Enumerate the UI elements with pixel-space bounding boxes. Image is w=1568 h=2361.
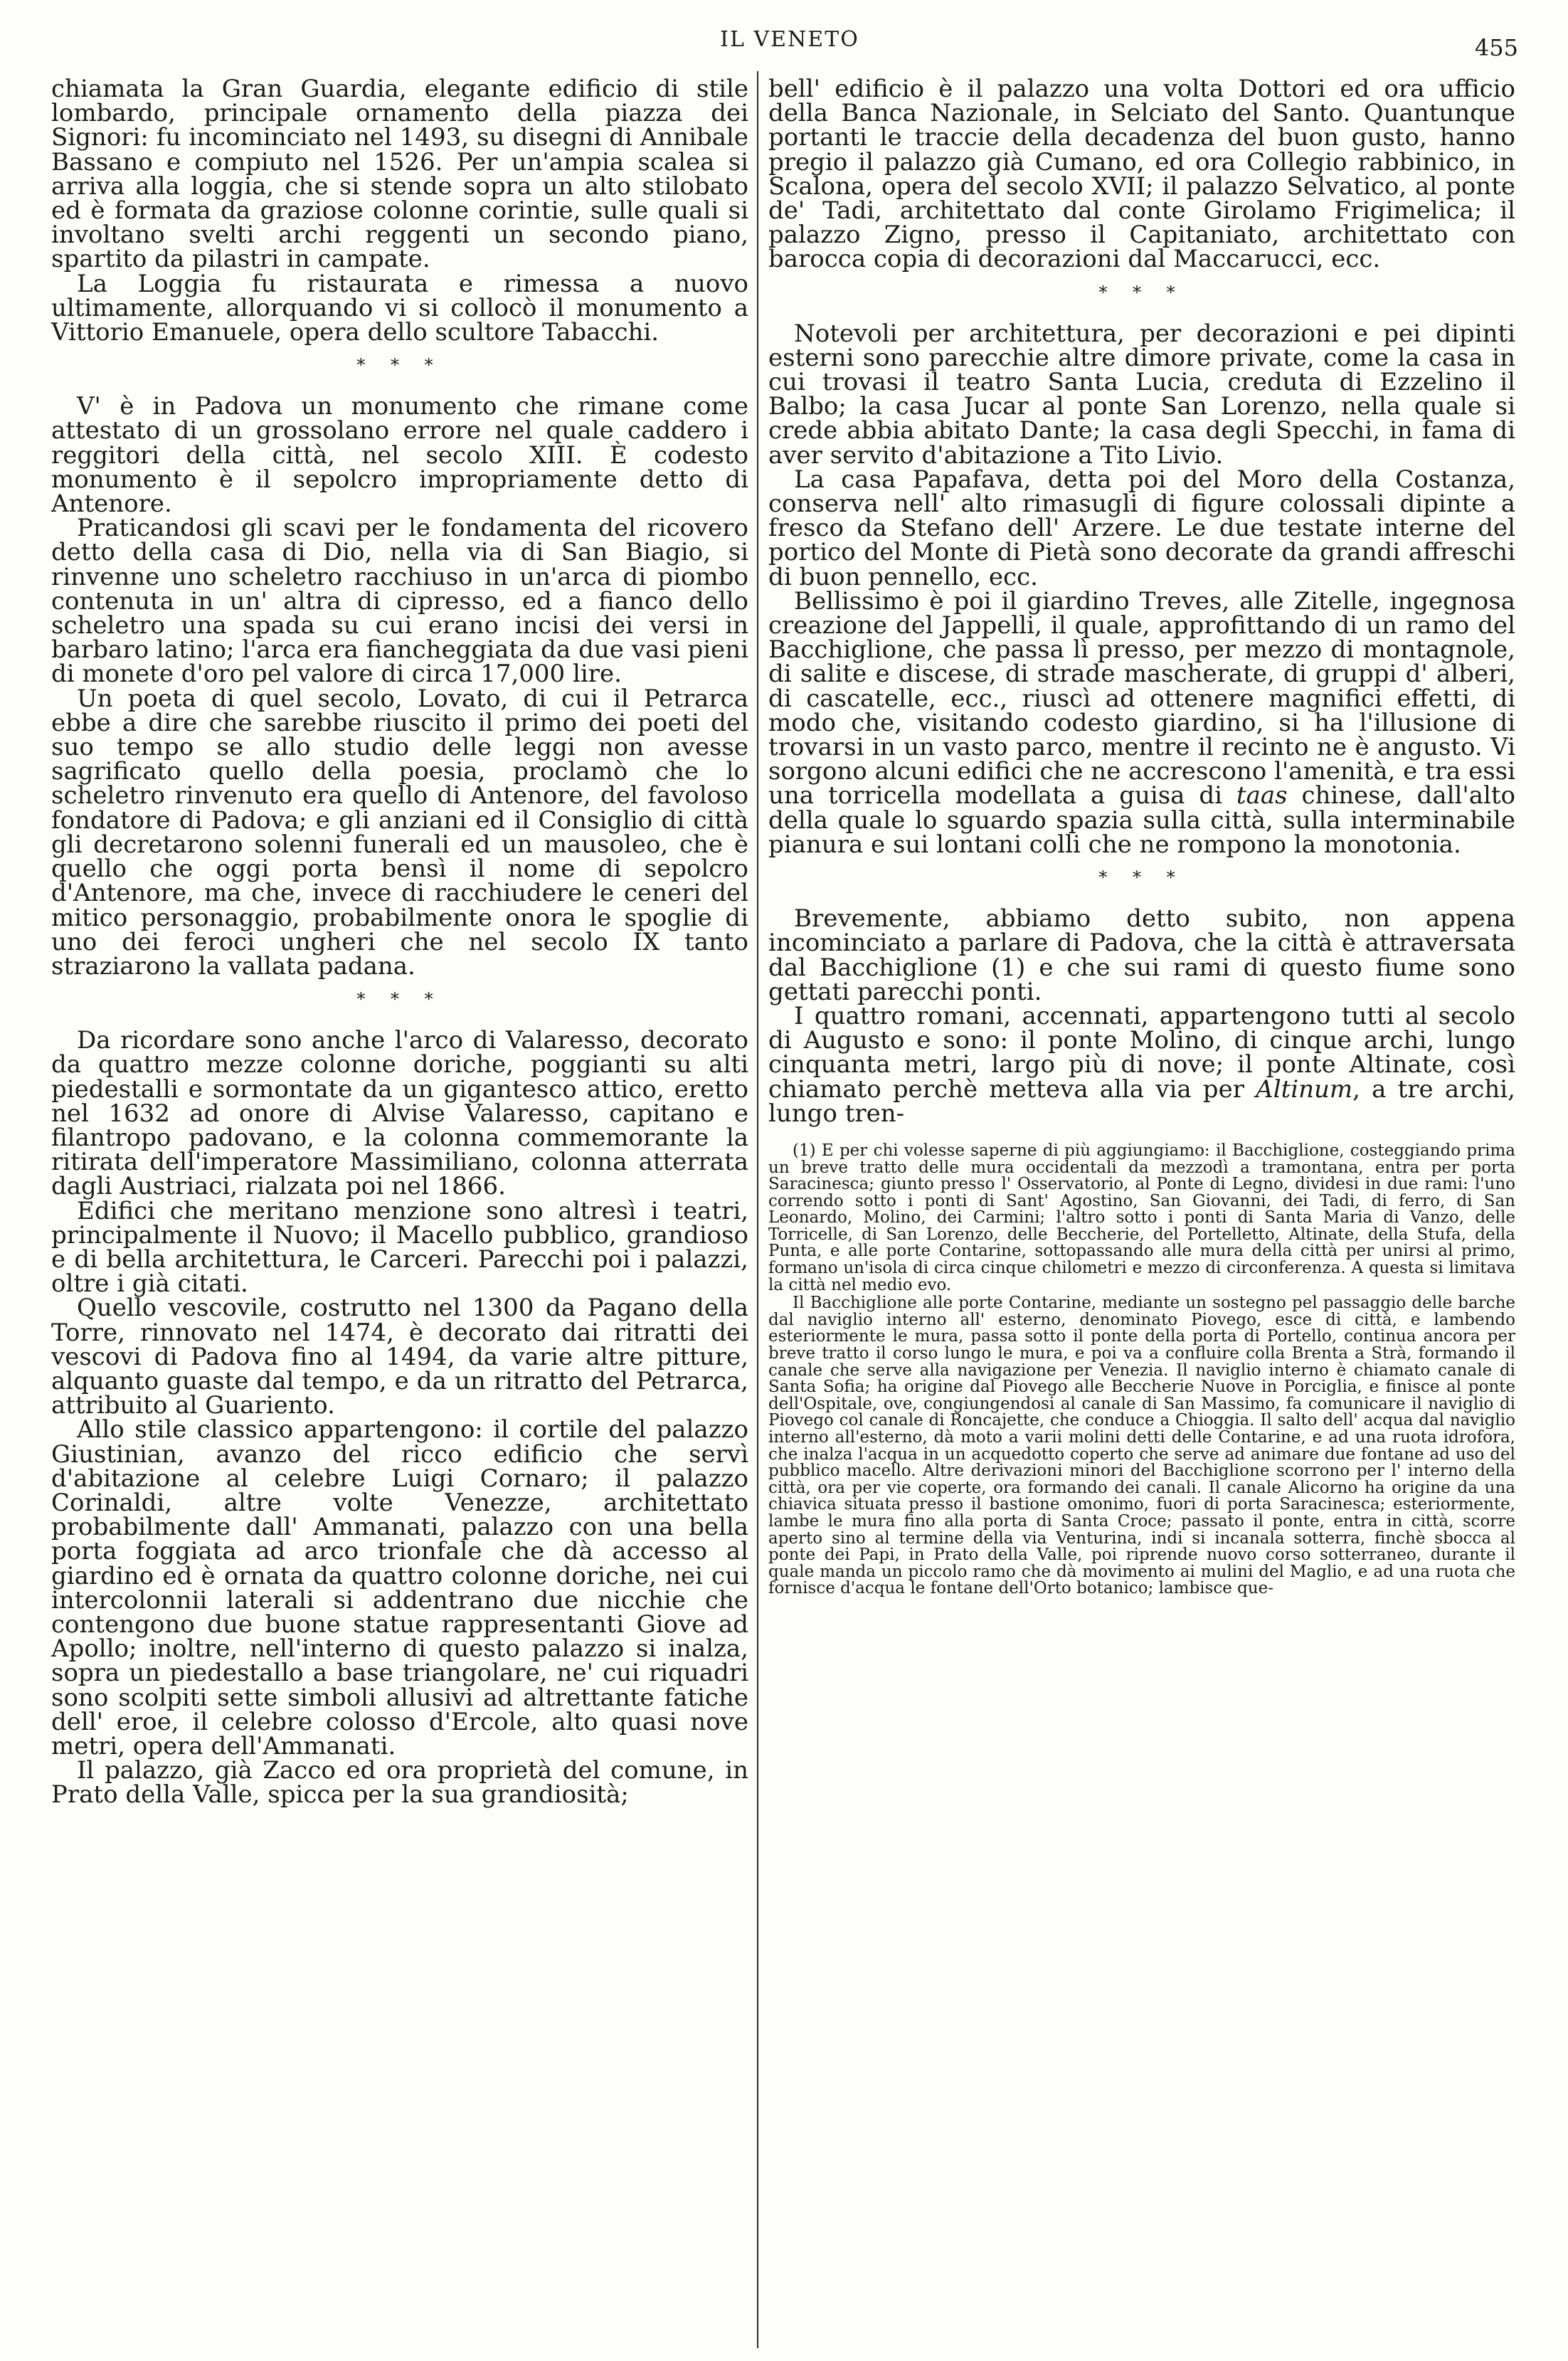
paragraph-text: I quattro romani, accennati, appartengono tutti al secolo di Augusto e sono: il ponte Molino, di cinque archi, lungo cinquanta metri, largo più di nove; il ponte Altinate, così chiamato perchè metteva alla via per: [768, 1001, 1515, 1104]
paragraph: Notevoli per architettura, per decorazioni e pei dipinti esterni sono parecchie altre dimore private, come la casa in cui trovasi il teatro Santa Lucia, creduta di Ezzelino il Balbo; la casa Jucar al ponte San Lorenzo, nella quale si crede abbia abitato Dante; la casa degli Specchi, in fama di aver servito d'abitazione a Tito Livio.: [768, 319, 1515, 470]
paragraph: Un poeta di quel secolo, Lovato, di cui il Petrarca ebbe a dire che sarebbe riuscito il primo dei poeti del suo tempo se allo studio delle leggi non avesse sagrificato quello della poesia, proclamò che lo scheletro rinvenuto era quello di Antenore, del favoloso fondatore di Padova; e gli anziani ed il Consiglio di città gli decretarono solenni funerali ed un mausoleo, che è quello che oggi porta bensì il nome di sepolcro d'Antenore, ma che, invece di racchiudere le ceneri del mitico personaggio, probabilmente onora le spoglie di uno dei feroci ungheri che nel secolo IX tanto straziarono la vallata padana.: [51, 684, 748, 981]
paragraph-text: chinese, dall'alto della quale lo sguardo spazia sulla città, sulla interminabile pianura e sui lontani colli che ne rompono la monotonia.: [768, 781, 1515, 859]
italic-term: taas: [1236, 781, 1288, 810]
paragraph: Quello vescovile, costrutto nel 1300 da Pagano della Torre, rinnovato nel 1474, è decorato dai ritratti dei vescovi di Padova fino al 1494, da varie altre pitture, alquanto guaste dal tempo, e da un ritratto del Petrarca, attribuito al Guariento.: [51, 1294, 748, 1420]
paragraph: chiamata la Gran Guardia, elegante edificio di stile lombardo, principale ornamento della piazza dei Signori: fu incominciato nel 1493, su disegni di Annibale Bassano e compiuto nel 1526. Per un'ampia scalea si arriva alla loggia, che si stende sopra un alto stilobato ed è formata da graziose colonne corintie, sulle quali si involtano svelti archi reggenti un secondo piano, spartito da pilastri in campate.: [51, 75, 748, 274]
section-asterism: * * *: [356, 989, 443, 1010]
paragraph-text: , a tre archi, lungo tren-: [768, 1074, 1515, 1128]
paragraph: bell' edificio è il palazzo una volta Dottori ed ora ufficio della Banca Nazionale, in Selciato del Santo. Quantunque portanti le traccie della decadenza del buon gusto, hanno pregio il palazzo già Cumano, ed ora Collegio rabbinico, in Scalona, opera del secolo XVII; il palazzo Selvatico, al ponte de' Tadi, architettato dal conte Girolamo Frigimelica; il palazzo Zigno, presso il Capitaniato, architettato con barocca copia di decorazioni dal Maccarucci, ecc.: [768, 75, 1515, 274]
footnotes: [768, 1143, 1515, 1597]
page-number: 455: [1474, 34, 1518, 61]
paragraph: V' è in Padova un monumento che rimane come attestato di un grossolano errore nel quale caddero i reggitori della città, nel secolo XIII. È codesto monumento è il sepolcro impropriamente detto di Antenore.: [51, 392, 748, 519]
italic-term: Altinum: [1256, 1074, 1353, 1104]
paragraph: [768, 586, 1515, 859]
section-asterism: * * *: [356, 355, 443, 376]
section-asterism: * * *: [1098, 282, 1185, 302]
paragraph: Allo stile classico appartengono: il cortile del palazzo Giustinian, avanzo del ricco edificio che servì d'abitazione al celebre Luigi Cornaro; il palazzo Corinaldi, altre volte Venezze, architettato probabilmente dall' Ammanati, palazzo con una bella porta foggiata ad arco trionfale che dà accesso al giardino ed è ornata da quattro colonne doriche, nei cui intercolonnii laterali si addentrano due nicchie che contengono due buone statue rappresentanti Giove ad Apollo; inoltre, nell'interno di questo palazzo si inalza, sopra un piedestallo a base triangolare, ne' cui riquadri sono scolpiti sette simboli allusivi ad altrettante fatiche dell' eroe, il celebre colosso d'Ercole, alto quasi nove metri, opera dell'Ammanati.: [51, 1415, 748, 1760]
paragraph: Brevemente, abbiamo detto subito, non appena incominciato a parlare di Padova, che la città è attraversata dal Bacchiglione (1) e che sui rami di questo fiume sono gettati parecchi ponti.: [768, 904, 1515, 1006]
paragraph: Il palazzo, già Zacco ed ora proprietà del comune, in Prato della Valle, spicca per la sua grandiosità;: [51, 1756, 748, 1810]
right-column: [768, 77, 1515, 1599]
footnote: Il Bacchiglione alle porte Contarine, mediante un sostegno pel passaggio delle barche dal naviglio interno all' esterno, denominato Piovego, esce di città, e lambendo esteriormente le mura, passa sotto il ponte della porta di Portello, continua ancora per breve tratto il corso lungo le mura, e poi va a confluire colla Brenta a Strà, formando il canale che serve alla navigazione per Venezia. Il naviglio interno è chiamato canale di Santa Sofia; ha origine dal Piovego alle Beccherie Nuove in Porciglia, e finisce al ponte dell'Ospitale, ove, congiungendosi al canale di San Massimo, fa comunicare il naviglio di Piovego col canale di Roncajette, che conduce a Chioggia. Il salto dell' acqua dal naviglio interno all'esterno, dà moto a varii molini detti delle Contarine, e ad una ruota idrofora, che inalza l'acqua in un acquedotto coperto che serve ad animare due fontane ad uso del pubblico macello. Altre derivazioni minori del Bacchiglione scorrono per l' interno della città, ora per vie coperte, ora formando dei canali. Il canale Alicorno ha origine da una chiavica situata presso il bastione omonimo, fuori di porta Saracinesca; esteriormente, lambe le mura fino alla porta di Santa Croce; passato il ponte, entra in città, scorre aperto sino al termine della via Venturina, indi si incanala sotterra, finchè sbocca al ponte dei Papi, in Prato della Valle, poi riprende nuovo corso sotterraneo, durante il quale manda un piccolo ramo che dà movimento ai mulini del Maglio, e ad una ruota che fornisce d'acqua le fontane dell'Orto botanico; lambisce que-: [768, 1294, 1515, 1598]
paragraph-text: Bellissimo è poi il giardino Treves, alle Zitelle, ingegnosa creazione del Jappelli, il quale, approfittando di un ramo del Bacchiglione, che passa lì presso, per mezzo di montagnole, di salite e discese, di strade mascherate, di gruppi d' alberi, di cascatelle, ecc., riuscì ad ottenere magnifici effetti, di modo che, visitando codesto giardino, si ha l'illusione di trovarsi in un vasto parco, mentre il recinto ne è angusto. Vi sorgono alcuni edifici che ne accrescono l'amenità, e tra essi una torricella modellata a guisa di: [768, 586, 1515, 810]
running-title: IL VENETO: [720, 27, 859, 52]
left-column: [51, 75, 748, 1810]
section-asterism: * * *: [1098, 867, 1185, 888]
paragraph: Da ricordare sono anche l'arco di Valaresso, decorato da quattro mezze colonne doriche, poggianti su alti piedestalli e sormontate da un gigantesco attico, eretto nel 1632 ad onore di Alvise Valaresso, capitano e filantropo padovano, e la colonna commemorante la ritirata dell'imperatore Massimiliano, colonna atterrata dagli Austriaci, rialzata poi nel 1866.: [51, 1026, 748, 1201]
footnote: (1) E per chi volesse saperne di più aggiungiamo: il Bacchiglione, costeggiando prima un breve tratto delle mura occidentali da mezzodì a tramontana, entra per porta Saracinesca; giunto presso l' Osservatorio, al Ponte di Legno, dividesi in due rami: l'uno correndo sotto i ponti di Sant' Agostino, San Giovanni, dei Tadi, di ferro, di San Leonardo, Molino, dei Carmini; l'altro sotto i ponti di Santa Maria di Vanzo, delle Torricelle, di San Lorenzo, delle Beccherie, del Portelletto, Altinate, della Stufa, della Punta, e alle porte Contarine, sottopassando alle mura della città per unirsi al primo, formano un'isola di circa cinque chilometri e mezzo di circonferenza. A questa si limitava la città nel medio evo.: [768, 1141, 1515, 1294]
paragraph: Edifici che meritano menzione sono altresì i teatri, principalmente il Nuovo; il Macello pubblico, grandioso e di bella architettura, le Carceri. Parecchi poi i palazzi, oltre i già citati.: [51, 1196, 748, 1299]
paragraph: [768, 1001, 1515, 1128]
paragraph: Praticandosi gli scavi per le fondamenta del ricovero detto della casa di Dio, nella via di San Biagio, si rinvenne uno scheletro racchiuso in un'arca di piombo contenuta in un' altra di cipresso, ed a fianco dello scheletro una spada su cui erano incisi dei versi in barbaro latino; l'arca era fiancheggiata da due vasi pieni di monete d'oro pel valore di circa 17,000 lire.: [51, 514, 748, 689]
paragraph: La casa Papafava, detta poi del Moro della Costanza, conserva nell' alto rimasugli di figure colossali dipinte a fresco da Stefano dell' Arzere. Le due testate interne del portico del Monte di Pietà sono decorate da grandi affreschi di buon pennello, ecc.: [768, 465, 1515, 591]
paragraph: La Loggia fu ristaurata e rimessa a nuovo ultimamente, allorquando vi si collocò il monumento a Vittorio Emanuele, opera dello scultore Tabacchi.: [51, 269, 748, 347]
column-divider: [757, 71, 758, 2348]
